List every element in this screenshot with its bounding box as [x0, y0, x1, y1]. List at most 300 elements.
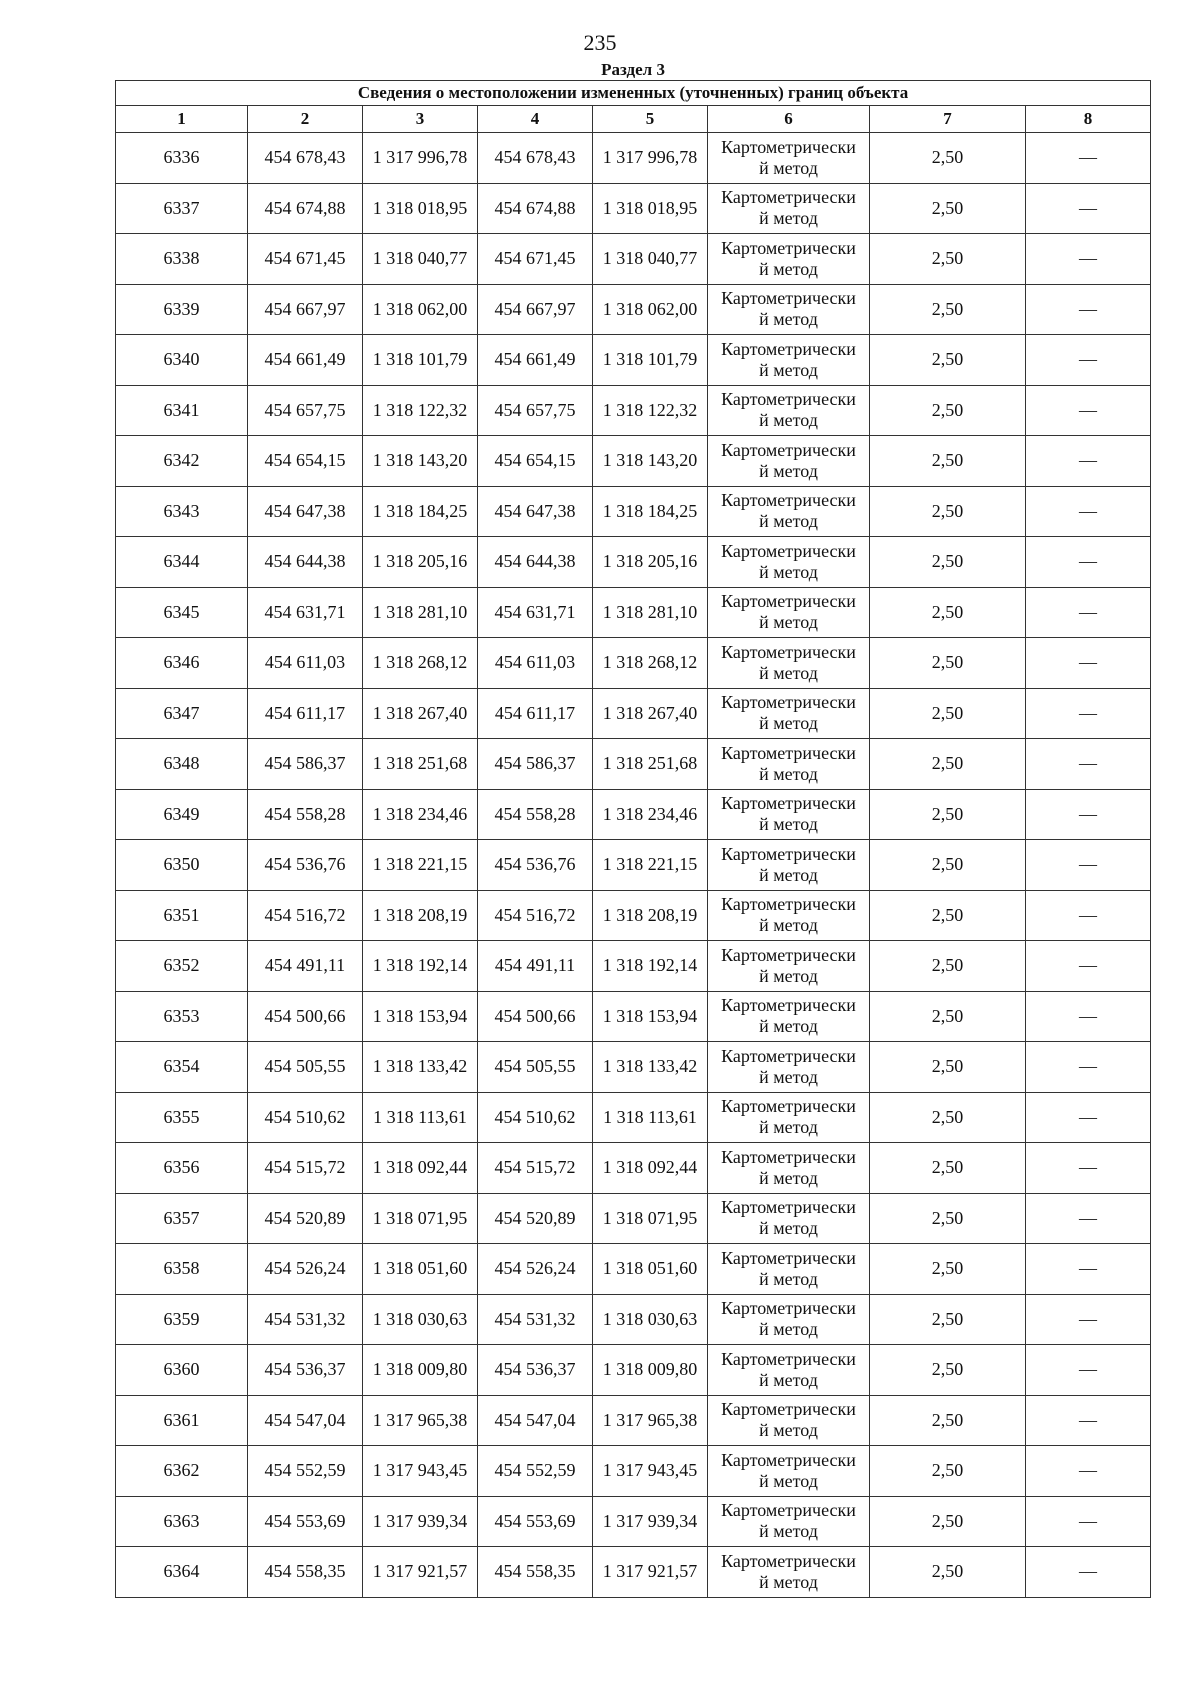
point-number-cell: 6363 [116, 1496, 248, 1547]
table-body [116, 133, 1151, 1598]
point-number-cell: 6342 [116, 436, 248, 487]
table-row [116, 486, 1151, 537]
method-text: й метод [759, 1470, 818, 1491]
table-row [116, 1446, 1151, 1497]
x-coordinate-cell: 454 536,76 [478, 840, 593, 891]
accuracy-cell: 2,50 [870, 1092, 1026, 1143]
method-text: й метод [759, 208, 818, 229]
accuracy-cell: 2,50 [870, 941, 1026, 992]
method-cell [708, 941, 870, 992]
column-8-cell: — [1026, 1446, 1151, 1497]
point-number-cell: 6346 [116, 638, 248, 689]
method-text: й метод [759, 814, 818, 835]
x-coordinate-cell: 454 611,17 [478, 688, 593, 739]
method-cell [708, 1446, 870, 1497]
column-8-cell: — [1026, 1547, 1151, 1598]
column-8-cell: — [1026, 1092, 1151, 1143]
x-coordinate-cell: 454 505,55 [248, 1042, 363, 1093]
x-coordinate-cell: 454 661,49 [248, 335, 363, 386]
method-cell [708, 1294, 870, 1345]
column-8-cell: — [1026, 638, 1151, 689]
method-cell [708, 133, 870, 184]
x-coordinate-cell: 454 647,38 [248, 486, 363, 537]
point-number-cell: 6350 [116, 840, 248, 891]
x-coordinate-cell: 454 526,24 [478, 1244, 593, 1295]
accuracy-cell: 2,50 [870, 1193, 1026, 1244]
y-coordinate-cell: 1 317 921,57 [363, 1547, 478, 1598]
y-coordinate-cell: 1 318 071,95 [593, 1193, 708, 1244]
method-text: Картометрически [721, 187, 856, 208]
method-text: Картометрически [721, 793, 856, 814]
column-8-cell: — [1026, 587, 1151, 638]
accuracy-cell: 2,50 [870, 739, 1026, 790]
method-text: й метод [759, 1268, 818, 1289]
method-cell [708, 739, 870, 790]
accuracy-cell: 2,50 [870, 991, 1026, 1042]
y-coordinate-cell: 1 318 071,95 [363, 1193, 478, 1244]
point-number-cell: 6356 [116, 1143, 248, 1194]
y-coordinate-cell: 1 318 051,60 [363, 1244, 478, 1295]
method-text: Картометрически [721, 894, 856, 915]
x-coordinate-cell: 454 667,97 [478, 284, 593, 335]
method-text: й метод [759, 309, 818, 330]
table-row [116, 284, 1151, 335]
column-8-cell: — [1026, 991, 1151, 1042]
method-cell [708, 840, 870, 891]
column-8-cell: — [1026, 840, 1151, 891]
x-coordinate-cell: 454 515,72 [248, 1143, 363, 1194]
x-coordinate-cell: 454 657,75 [248, 385, 363, 436]
x-coordinate-cell: 454 644,38 [478, 537, 593, 588]
x-coordinate-cell: 454 558,35 [478, 1547, 593, 1598]
table-row [116, 1294, 1151, 1345]
column-number: 3 [363, 106, 478, 133]
method-text: Картометрически [721, 1247, 856, 1268]
y-coordinate-cell: 1 318 133,42 [363, 1042, 478, 1093]
x-coordinate-cell: 454 552,59 [478, 1446, 593, 1497]
method-text: Картометрически [721, 995, 856, 1016]
accuracy-cell: 2,50 [870, 688, 1026, 739]
x-coordinate-cell: 454 678,43 [478, 133, 593, 184]
x-coordinate-cell: 454 674,88 [478, 183, 593, 234]
method-text: й метод [759, 359, 818, 380]
y-coordinate-cell: 1 318 268,12 [593, 638, 708, 689]
x-coordinate-cell: 454 558,28 [248, 789, 363, 840]
x-coordinate-cell: 454 654,15 [478, 436, 593, 487]
point-number-cell: 6336 [116, 133, 248, 184]
y-coordinate-cell: 1 317 943,45 [363, 1446, 478, 1497]
y-coordinate-cell: 1 317 921,57 [593, 1547, 708, 1598]
x-coordinate-cell: 454 631,71 [248, 587, 363, 638]
x-coordinate-cell: 454 500,66 [478, 991, 593, 1042]
accuracy-cell: 2,50 [870, 284, 1026, 335]
y-coordinate-cell: 1 318 030,63 [363, 1294, 478, 1345]
column-number: 4 [478, 106, 593, 133]
y-coordinate-cell: 1 318 133,42 [593, 1042, 708, 1093]
y-coordinate-cell: 1 318 153,94 [593, 991, 708, 1042]
method-cell [708, 587, 870, 638]
method-cell [708, 1092, 870, 1143]
column-8-cell: — [1026, 688, 1151, 739]
y-coordinate-cell: 1 318 192,14 [363, 941, 478, 992]
column-number: 2 [248, 106, 363, 133]
x-coordinate-cell: 454 611,17 [248, 688, 363, 739]
method-text: й метод [759, 1420, 818, 1441]
y-coordinate-cell: 1 318 251,68 [363, 739, 478, 790]
y-coordinate-cell: 1 318 221,15 [363, 840, 478, 891]
method-text: Картометрически [721, 1298, 856, 1319]
x-coordinate-cell: 454 547,04 [248, 1395, 363, 1446]
point-number-cell: 6352 [116, 941, 248, 992]
point-number-cell: 6347 [116, 688, 248, 739]
column-8-cell: — [1026, 941, 1151, 992]
column-8-cell: — [1026, 436, 1151, 487]
method-cell [708, 284, 870, 335]
x-coordinate-cell: 454 531,32 [248, 1294, 363, 1345]
y-coordinate-cell: 1 318 205,16 [363, 537, 478, 588]
column-8-cell: — [1026, 486, 1151, 537]
x-coordinate-cell: 454 526,24 [248, 1244, 363, 1295]
accuracy-cell: 2,50 [870, 890, 1026, 941]
method-cell [708, 385, 870, 436]
method-text: й метод [759, 157, 818, 178]
y-coordinate-cell: 1 318 281,10 [593, 587, 708, 638]
method-text: Картометрически [721, 742, 856, 763]
point-number-cell: 6359 [116, 1294, 248, 1345]
accuracy-cell: 2,50 [870, 436, 1026, 487]
y-coordinate-cell: 1 318 208,19 [593, 890, 708, 941]
column-8-cell: — [1026, 1042, 1151, 1093]
x-coordinate-cell: 454 657,75 [478, 385, 593, 436]
y-coordinate-cell: 1 318 113,61 [363, 1092, 478, 1143]
y-coordinate-cell: 1 318 101,79 [363, 335, 478, 386]
column-number: 7 [870, 106, 1026, 133]
accuracy-cell: 2,50 [870, 840, 1026, 891]
method-text: Картометрически [721, 1348, 856, 1369]
method-text: Картометрически [721, 439, 856, 460]
title-row [116, 81, 1151, 106]
accuracy-cell: 2,50 [870, 1446, 1026, 1497]
x-coordinate-cell: 454 536,76 [248, 840, 363, 891]
method-text: Картометрически [721, 1449, 856, 1470]
y-coordinate-cell: 1 318 030,63 [593, 1294, 708, 1345]
y-coordinate-cell: 1 318 205,16 [593, 537, 708, 588]
x-coordinate-cell: 454 671,45 [478, 234, 593, 285]
y-coordinate-cell: 1 317 996,78 [363, 133, 478, 184]
table-row [116, 587, 1151, 638]
accuracy-cell: 2,50 [870, 486, 1026, 537]
y-coordinate-cell: 1 318 018,95 [363, 183, 478, 234]
x-coordinate-cell: 454 491,11 [248, 941, 363, 992]
x-coordinate-cell: 454 516,72 [478, 890, 593, 941]
method-cell [708, 1395, 870, 1446]
table-row [116, 1042, 1151, 1093]
x-coordinate-cell: 454 586,37 [248, 739, 363, 790]
y-coordinate-cell: 1 318 040,77 [363, 234, 478, 285]
method-text: Картометрически [721, 1399, 856, 1420]
x-coordinate-cell: 454 644,38 [248, 537, 363, 588]
column-8-cell: — [1026, 1395, 1151, 1446]
y-coordinate-cell: 1 318 143,20 [593, 436, 708, 487]
method-cell [708, 183, 870, 234]
y-coordinate-cell: 1 318 184,25 [363, 486, 478, 537]
method-text: Картометрически [721, 1550, 856, 1571]
y-coordinate-cell: 1 318 251,68 [593, 739, 708, 790]
accuracy-cell: 2,50 [870, 1042, 1026, 1093]
method-text: й метод [759, 662, 818, 683]
section-row [116, 60, 1151, 81]
table-row [116, 183, 1151, 234]
method-cell [708, 638, 870, 689]
accuracy-cell: 2,50 [870, 1244, 1026, 1295]
accuracy-cell: 2,50 [870, 1294, 1026, 1345]
y-coordinate-cell: 1 318 234,46 [363, 789, 478, 840]
table-row [116, 739, 1151, 790]
method-text: Картометрически [721, 389, 856, 410]
table-row [116, 638, 1151, 689]
table-row [116, 133, 1151, 184]
table-row [116, 1496, 1151, 1547]
x-coordinate-cell: 454 510,62 [478, 1092, 593, 1143]
method-text: Картометрически [721, 591, 856, 612]
y-coordinate-cell: 1 318 051,60 [593, 1244, 708, 1295]
method-text: Картометрически [721, 288, 856, 309]
x-coordinate-cell: 454 671,45 [248, 234, 363, 285]
table-title: Сведения о местоположении измененных (уточненных) границ объекта [116, 81, 1151, 106]
method-cell [708, 1345, 870, 1396]
method-cell [708, 436, 870, 487]
point-number-cell: 6339 [116, 284, 248, 335]
column-8-cell: — [1026, 890, 1151, 941]
method-cell [708, 1143, 870, 1194]
accuracy-cell: 2,50 [870, 1345, 1026, 1396]
method-text: Картометрически [721, 1500, 856, 1521]
method-text: й метод [759, 1521, 818, 1542]
column-8-cell: — [1026, 234, 1151, 285]
y-coordinate-cell: 1 318 122,32 [363, 385, 478, 436]
table-row [116, 335, 1151, 386]
y-coordinate-cell: 1 318 009,80 [363, 1345, 478, 1396]
method-text: й метод [759, 258, 818, 279]
method-cell [708, 1042, 870, 1093]
y-coordinate-cell: 1 317 965,38 [593, 1395, 708, 1446]
y-coordinate-cell: 1 318 267,40 [363, 688, 478, 739]
method-text: Картометрически [721, 136, 856, 157]
method-text: й метод [759, 1066, 818, 1087]
x-coordinate-cell: 454 553,69 [248, 1496, 363, 1547]
accuracy-cell: 2,50 [870, 789, 1026, 840]
method-cell [708, 234, 870, 285]
y-coordinate-cell: 1 317 943,45 [593, 1446, 708, 1497]
y-coordinate-cell: 1 318 281,10 [363, 587, 478, 638]
column-8-cell: — [1026, 789, 1151, 840]
y-coordinate-cell: 1 318 267,40 [593, 688, 708, 739]
x-coordinate-cell: 454 515,72 [478, 1143, 593, 1194]
point-number-cell: 6364 [116, 1547, 248, 1598]
y-coordinate-cell: 1 318 009,80 [593, 1345, 708, 1396]
x-coordinate-cell: 454 491,11 [478, 941, 593, 992]
method-text: й метод [759, 1218, 818, 1239]
accuracy-cell: 2,50 [870, 1143, 1026, 1194]
y-coordinate-cell: 1 318 268,12 [363, 638, 478, 689]
point-number-cell: 6361 [116, 1395, 248, 1446]
point-number-cell: 6349 [116, 789, 248, 840]
table-row [116, 1345, 1151, 1396]
method-text: Картометрически [721, 1146, 856, 1167]
x-coordinate-cell: 454 531,32 [478, 1294, 593, 1345]
column-8-cell: — [1026, 133, 1151, 184]
point-number-cell: 6351 [116, 890, 248, 941]
x-coordinate-cell: 454 558,35 [248, 1547, 363, 1598]
x-coordinate-cell: 454 674,88 [248, 183, 363, 234]
y-coordinate-cell: 1 318 092,44 [593, 1143, 708, 1194]
method-text: й метод [759, 965, 818, 986]
table-row [116, 1395, 1151, 1446]
y-coordinate-cell: 1 318 018,95 [593, 183, 708, 234]
column-8-cell: — [1026, 1244, 1151, 1295]
x-coordinate-cell: 454 647,38 [478, 486, 593, 537]
y-coordinate-cell: 1 318 143,20 [363, 436, 478, 487]
table-row [116, 1143, 1151, 1194]
method-text: Картометрически [721, 237, 856, 258]
section-label: Раздел 3 [601, 60, 665, 79]
table-row [116, 890, 1151, 941]
accuracy-cell: 2,50 [870, 385, 1026, 436]
y-coordinate-cell: 1 317 996,78 [593, 133, 708, 184]
point-number-cell: 6360 [116, 1345, 248, 1396]
y-coordinate-cell: 1 318 234,46 [593, 789, 708, 840]
y-coordinate-cell: 1 318 221,15 [593, 840, 708, 891]
method-text: Картометрически [721, 843, 856, 864]
x-coordinate-cell: 454 678,43 [248, 133, 363, 184]
x-coordinate-cell: 454 586,37 [478, 739, 593, 790]
x-coordinate-cell: 454 611,03 [248, 638, 363, 689]
x-coordinate-cell: 454 516,72 [248, 890, 363, 941]
accuracy-cell: 2,50 [870, 183, 1026, 234]
column-8-cell: — [1026, 537, 1151, 588]
x-coordinate-cell: 454 536,37 [478, 1345, 593, 1396]
column-number-row [116, 106, 1151, 133]
column-number: 6 [708, 106, 870, 133]
point-number-cell: 6358 [116, 1244, 248, 1295]
accuracy-cell: 2,50 [870, 1496, 1026, 1547]
x-coordinate-cell: 454 553,69 [478, 1496, 593, 1547]
y-coordinate-cell: 1 317 939,34 [593, 1496, 708, 1547]
method-text: й метод [759, 1167, 818, 1188]
table-row [116, 941, 1151, 992]
x-coordinate-cell: 454 667,97 [248, 284, 363, 335]
method-text: Картометрически [721, 540, 856, 561]
x-coordinate-cell: 454 654,15 [248, 436, 363, 487]
accuracy-cell: 2,50 [870, 537, 1026, 588]
method-text: й метод [759, 410, 818, 431]
method-text: й метод [759, 561, 818, 582]
y-coordinate-cell: 1 318 122,32 [593, 385, 708, 436]
method-text: й метод [759, 460, 818, 481]
x-coordinate-cell: 454 536,37 [248, 1345, 363, 1396]
method-text: й метод [759, 511, 818, 532]
y-coordinate-cell: 1 318 040,77 [593, 234, 708, 285]
point-number-cell: 6341 [116, 385, 248, 436]
method-text: й метод [759, 915, 818, 936]
method-text: Картометрически [721, 1096, 856, 1117]
table-row [116, 1547, 1151, 1598]
point-number-cell: 6337 [116, 183, 248, 234]
y-coordinate-cell: 1 318 184,25 [593, 486, 708, 537]
method-cell [708, 1193, 870, 1244]
point-number-cell: 6345 [116, 587, 248, 638]
point-number-cell: 6353 [116, 991, 248, 1042]
method-text: Картометрически [721, 1197, 856, 1218]
column-8-cell: — [1026, 183, 1151, 234]
x-coordinate-cell: 454 611,03 [478, 638, 593, 689]
y-coordinate-cell: 1 318 208,19 [363, 890, 478, 941]
table-row [116, 234, 1151, 285]
y-coordinate-cell: 1 318 062,00 [363, 284, 478, 335]
method-text: й метод [759, 1369, 818, 1390]
method-cell [708, 991, 870, 1042]
method-cell [708, 486, 870, 537]
y-coordinate-cell: 1 317 939,34 [363, 1496, 478, 1547]
method-cell [708, 1244, 870, 1295]
table-row [116, 436, 1151, 487]
y-coordinate-cell: 1 318 092,44 [363, 1143, 478, 1194]
column-8-cell: — [1026, 284, 1151, 335]
accuracy-cell: 2,50 [870, 133, 1026, 184]
table-row [116, 789, 1151, 840]
point-number-cell: 6343 [116, 486, 248, 537]
column-8-cell: — [1026, 385, 1151, 436]
x-coordinate-cell: 454 500,66 [248, 991, 363, 1042]
method-text: Картометрически [721, 490, 856, 511]
x-coordinate-cell: 454 558,28 [478, 789, 593, 840]
x-coordinate-cell: 454 547,04 [478, 1395, 593, 1446]
method-text: й метод [759, 864, 818, 885]
table-row [116, 1193, 1151, 1244]
method-text: й метод [759, 1117, 818, 1138]
method-cell [708, 1547, 870, 1598]
method-cell [708, 1496, 870, 1547]
y-coordinate-cell: 1 318 153,94 [363, 991, 478, 1042]
x-coordinate-cell: 454 520,89 [248, 1193, 363, 1244]
y-coordinate-cell: 1 318 192,14 [593, 941, 708, 992]
point-number-cell: 6354 [116, 1042, 248, 1093]
column-number: 8 [1026, 106, 1151, 133]
table-row [116, 537, 1151, 588]
y-coordinate-cell: 1 318 062,00 [593, 284, 708, 335]
column-8-cell: — [1026, 335, 1151, 386]
point-number-cell: 6338 [116, 234, 248, 285]
x-coordinate-cell: 454 552,59 [248, 1446, 363, 1497]
point-number-cell: 6355 [116, 1092, 248, 1143]
column-8-cell: — [1026, 1496, 1151, 1547]
method-text: Картометрически [721, 692, 856, 713]
method-text: Картометрически [721, 944, 856, 965]
x-coordinate-cell: 454 505,55 [478, 1042, 593, 1093]
accuracy-cell: 2,50 [870, 1547, 1026, 1598]
method-cell [708, 789, 870, 840]
table-row [116, 1244, 1151, 1295]
y-coordinate-cell: 1 318 101,79 [593, 335, 708, 386]
method-cell [708, 335, 870, 386]
table-row [116, 385, 1151, 436]
method-cell [708, 688, 870, 739]
method-text: й метод [759, 1571, 818, 1592]
table-row [116, 1092, 1151, 1143]
point-number-cell: 6362 [116, 1446, 248, 1497]
method-cell [708, 890, 870, 941]
column-8-cell: — [1026, 1345, 1151, 1396]
